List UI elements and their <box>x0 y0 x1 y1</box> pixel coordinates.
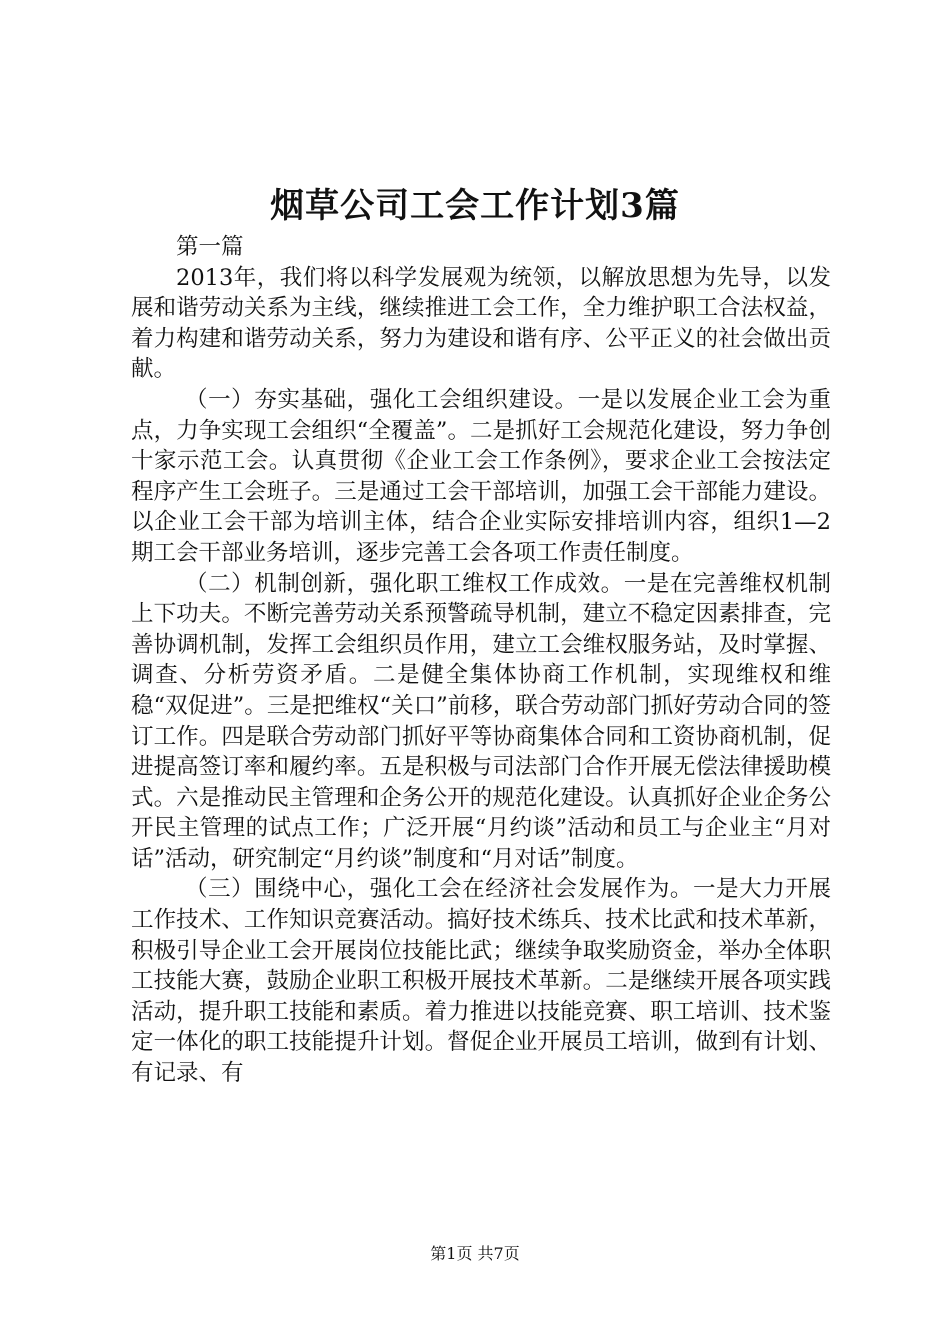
paragraph-organization: （一）夯实基础，强化工会组织建设。一是以发展企业工会为重点，力争实现工会组织“全覆盖”。二是抓好工会规范化建设，努力争创十家示范工会。认真贯彻《企业工会工作条例》，要求企业工会按法定程序产生工会班子。三是通过工会干部培训，加强工会干部能力建设。以企业工会干部为培训主体，结合企业实际安排培训内容，组织1—2期工会干部业务培训，逐步完善工会各项工作责任制度。 <box>131 386 831 566</box>
document-body <box>131 232 831 1089</box>
intro-paragraph: 2013年，我们将以科学发展观为统领，以解放思想为先导，以发展和谐劳动关系为主线，继续推进工会工作，全力维护职工合法权益，着力构建和谐劳动关系，努力为建设和谐有序、公平正义的社会做出贡献。 <box>131 264 831 383</box>
paragraph-rights-protection: （二）机制创新，强化职工维权工作成效。一是在完善维权机制上下功夫。不断完善劳动关系预警疏导机制，建立不稳定因素排查，完善协调机制，发挥工会组织员作用，建立工会维权服务站，及时掌握、调查、分析劳资矛盾。二是健全集体协商工作机制，实现维权和维稳“双促进”。三是把维权“关口”前移，联合劳动部门抓好劳动合同的签订工作。四是联合劳动部门抓好平等协商集体合同和工资协商机制，促进提高签订率和履约率。五是积极与司法部门合作开展无偿法律援助模式。六是推动民主管理和企务公开的规范化建设。认真抓好企业企务公开民主管理的试点工作；广泛开展“月约谈”活动和员工与企业主“月对话”活动，研究制定“月约谈”制度和“月对话”制度。 <box>131 570 831 872</box>
page-number-footer: 第1页 共7页 <box>430 1244 520 1263</box>
paragraph-economic-development: （三）围绕中心，强化工会在经济社会发展作为。一是大力开展工作技术、工作知识竞赛活动。搞好技术练兵、技术比武和技术革新，积极引导企业工会开展岗位技能比武；继续争取奖励资金，举办全体职工技能大赛，鼓励企业职工积极开展技术革新。二是继续开展各项实践活动，提升职工技能和素质。着力推进以技能竞赛、职工培训、技术鉴定一体化的职工技能提升计划。督促企业开展员工培训，做到有计划、有记录、有 <box>131 876 831 1087</box>
page-title: 烟草公司工会工作计划3篇 <box>270 186 680 226</box>
section-heading: 第一篇 <box>176 234 244 260</box>
